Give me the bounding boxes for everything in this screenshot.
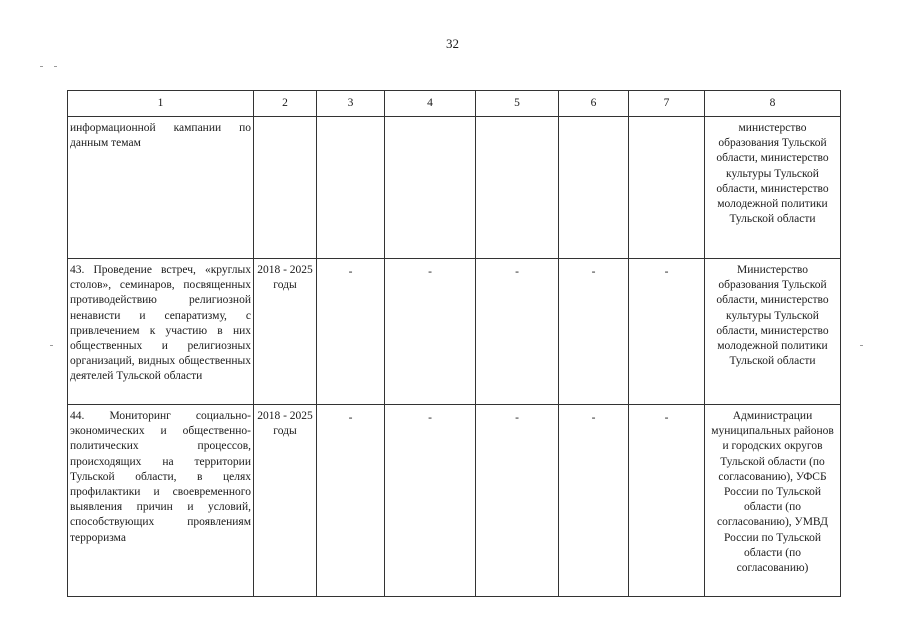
value-5 (478, 117, 556, 123)
value-cell-4 (385, 117, 476, 259)
column-header-8: 8 (705, 91, 841, 117)
value-4 (387, 117, 473, 123)
page-number: 32 (446, 36, 459, 51)
responsible-cell (705, 405, 841, 597)
activity-cell (68, 405, 254, 597)
value-cell-4 (385, 259, 476, 405)
period-text: 2018 - 2025 годы (257, 410, 313, 438)
value-3: - (348, 412, 353, 424)
period-text (256, 117, 314, 121)
value-cell-3 (317, 259, 385, 405)
value-cell-7 (629, 259, 705, 405)
value-7 (631, 117, 702, 123)
value-cell-6 (559, 405, 629, 597)
table-header-row (68, 91, 841, 117)
value-cell-6 (559, 117, 629, 259)
value-6 (561, 117, 626, 123)
value-cell-3 (317, 405, 385, 597)
scan-speck (54, 66, 57, 67)
column-header-5: 5 (476, 91, 559, 117)
period-cell (254, 259, 317, 405)
period-cell (254, 117, 317, 259)
responsible-text: Администрации муниципальных районов и городских округов Тульской области (по согласованию), УФСБ России по Тульской области (по согласованию), УМВД России по Тульской области (по согласованию) (711, 410, 834, 575)
activity-text: 43. Проведение встреч, «круглых столов», семинаров, посвященных противодействию религиозной ненависти и сепаратизму, с привлечением к участию в них общественных и религиозных организаций, видных общественных деятелей Тульской области (70, 264, 251, 383)
period-cell (254, 405, 317, 597)
responsible-text: Министерство образования Тульской области, министерство культуры Тульской области, министерство молодежной политики Тульской области (716, 264, 829, 368)
scan-speck (40, 66, 43, 67)
value-cell-4 (385, 405, 476, 597)
value-4: - (428, 412, 432, 424)
value-cell-5 (476, 259, 559, 405)
column-header-3: 3 (317, 91, 385, 117)
value-cell-3 (317, 117, 385, 259)
activity-text: информационной кампании по данным темам (70, 122, 251, 150)
column-header-7: 7 (629, 91, 705, 117)
value-5: - (515, 412, 519, 424)
value-cell-6 (559, 259, 629, 405)
period-text: 2018 - 2025 годы (257, 264, 313, 292)
activity-cell (68, 259, 254, 405)
value-7: - (664, 412, 669, 424)
table-row (68, 259, 841, 405)
value-3 (319, 117, 382, 123)
value-cell-5 (476, 117, 559, 259)
value-4: - (428, 266, 432, 278)
activity-cell (68, 117, 254, 259)
activity-text: 44. Мониторинг социально-экономических и общественно-политических процессов, происходящих на территории Тульской области, в целях профилактики и своевременного выявления причин и условий, способствующих проявлениям терроризма (70, 410, 251, 544)
column-header-2: 2 (254, 91, 317, 117)
value-cell-5 (476, 405, 559, 597)
value-cell-7 (629, 117, 705, 259)
column-header-1: 1 (68, 91, 254, 117)
value-7: - (664, 266, 669, 278)
table-row (68, 117, 841, 259)
column-header-4: 4 (385, 91, 476, 117)
plan-table (67, 90, 841, 597)
responsible-text: министерство образования Тульской области, министерство культуры Тульской области, министерство молодежной политики Тульской области (716, 122, 829, 226)
responsible-cell (705, 259, 841, 405)
value-6: - (591, 266, 596, 278)
table-row (68, 405, 841, 597)
column-header-6: 6 (559, 91, 629, 117)
value-3: - (348, 266, 353, 278)
value-6: - (591, 412, 596, 424)
value-cell-7 (629, 405, 705, 597)
scan-speck (50, 345, 53, 346)
scan-speck (860, 345, 863, 346)
responsible-cell (705, 117, 841, 259)
value-5: - (515, 266, 519, 278)
